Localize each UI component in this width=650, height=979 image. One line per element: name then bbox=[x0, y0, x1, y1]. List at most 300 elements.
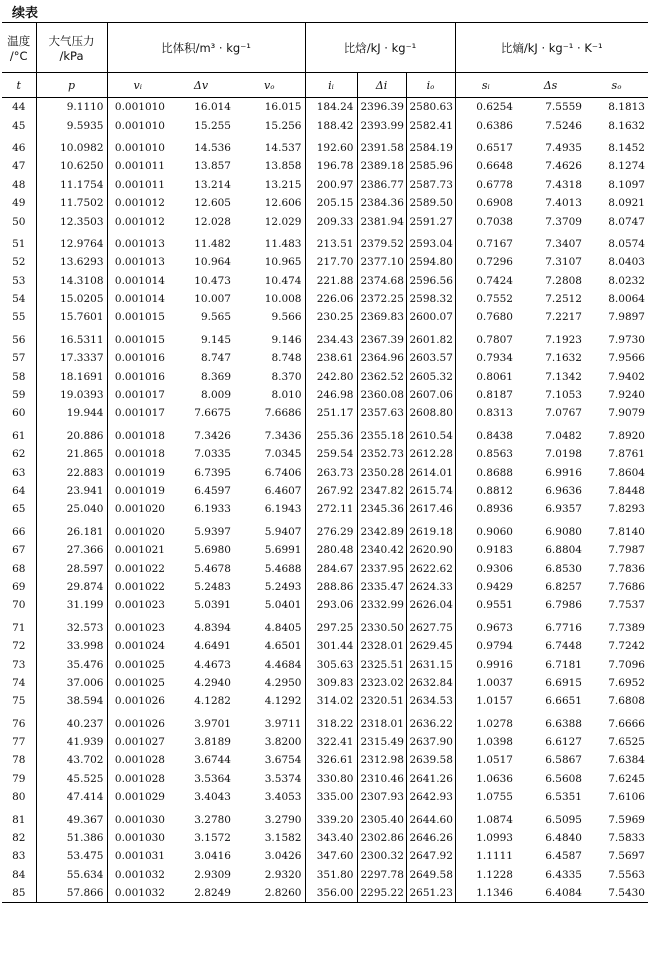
table-cell: 7.6686 bbox=[264, 407, 302, 420]
table-cell: 0.001016 bbox=[107, 367, 168, 385]
table-cell: 1.0037 bbox=[455, 674, 516, 692]
table-cell: 6.9357 bbox=[545, 503, 582, 516]
table-cell: 6.4587 bbox=[545, 850, 582, 863]
header-row-symbols bbox=[2, 73, 648, 98]
table-cell: 5.4678 bbox=[194, 562, 231, 575]
table-cell: 4.4684 bbox=[264, 658, 302, 671]
table-cell: 2620.90 bbox=[406, 541, 455, 559]
table-cell: 2369.83 bbox=[357, 308, 406, 326]
table-cell: 16.015 bbox=[264, 101, 302, 114]
table-cell: 7.2217 bbox=[545, 311, 582, 324]
table-cell: 2381.94 bbox=[357, 212, 406, 230]
table-row bbox=[2, 349, 648, 367]
table-cell: 1.0993 bbox=[455, 829, 516, 847]
table-cell: 48 bbox=[12, 178, 26, 191]
table-cell: 2391.58 bbox=[357, 135, 406, 157]
table-cell: 9.145 bbox=[200, 333, 231, 346]
table-cell: 7.7096 bbox=[608, 658, 645, 671]
table-cell: 9.5935 bbox=[36, 116, 107, 134]
table-cell: 55.634 bbox=[36, 866, 107, 884]
table-cell: 66 bbox=[12, 525, 26, 538]
table-row bbox=[2, 135, 648, 157]
table-cell: 2312.98 bbox=[357, 751, 406, 769]
table-cell: 1.1346 bbox=[455, 884, 516, 903]
table-cell: 1.0398 bbox=[455, 733, 516, 751]
symbol-header-7: iₒ bbox=[406, 73, 455, 98]
table-cell: 2627.75 bbox=[406, 615, 455, 637]
table-cell: 45 bbox=[12, 119, 26, 132]
table-cell: 272.11 bbox=[305, 500, 357, 518]
table-cell: 7.9240 bbox=[608, 389, 645, 402]
table-cell: 51.386 bbox=[36, 829, 107, 847]
table-cell: 28.597 bbox=[36, 559, 107, 577]
table-cell: 68 bbox=[12, 562, 26, 575]
table-cell: 7.5697 bbox=[608, 850, 645, 863]
table-cell: 8.0747 bbox=[608, 215, 645, 228]
table-row bbox=[2, 212, 648, 230]
table-cell: 16.014 bbox=[194, 101, 231, 114]
symbol-header-2: vᵢ bbox=[107, 73, 168, 98]
table-cell: 15.255 bbox=[194, 119, 231, 132]
table-row bbox=[2, 655, 648, 673]
table-cell: 5.0401 bbox=[264, 599, 302, 612]
table-cell: 8.1097 bbox=[608, 178, 645, 191]
table-cell: 79 bbox=[12, 772, 26, 785]
table-cell: 234.43 bbox=[305, 327, 357, 349]
table-cell: 2589.50 bbox=[406, 194, 455, 212]
table-cell: 2362.52 bbox=[357, 367, 406, 385]
table-cell: 1.0157 bbox=[455, 692, 516, 710]
table-cell: 3.5364 bbox=[194, 772, 231, 785]
table-cell: 3.6754 bbox=[264, 754, 302, 767]
table-cell: 9.566 bbox=[271, 311, 302, 324]
table-cell: 7.6808 bbox=[608, 695, 645, 708]
table-cell: 0.001032 bbox=[107, 866, 168, 884]
table-cell: 0.8688 bbox=[455, 463, 516, 481]
table-cell: 25.040 bbox=[36, 500, 107, 518]
table-cell: 49 bbox=[12, 197, 26, 210]
table-cell: 2610.54 bbox=[406, 423, 455, 445]
table-cell: 2584.19 bbox=[406, 135, 455, 157]
table-cell: 0.7680 bbox=[455, 308, 516, 326]
symbol-header-0: t bbox=[2, 73, 36, 98]
table-cell: 7.2512 bbox=[545, 293, 582, 306]
table-cell: 82 bbox=[12, 832, 26, 845]
table-cell: 2593.04 bbox=[406, 231, 455, 253]
table-cell: 2352.73 bbox=[357, 445, 406, 463]
table-cell: 6.1933 bbox=[194, 503, 231, 516]
table-cell: 200.97 bbox=[305, 176, 357, 194]
table-cell: 293.06 bbox=[305, 596, 357, 614]
table-cell: 6.4607 bbox=[264, 485, 302, 497]
table-cell: 81 bbox=[12, 813, 26, 826]
table-cell: 6.7406 bbox=[264, 466, 302, 479]
table-cell: 0.9183 bbox=[455, 541, 516, 559]
table-cell: 7.0345 bbox=[264, 448, 302, 461]
table-cell: 2.8249 bbox=[168, 884, 234, 903]
table-cell: 7.6245 bbox=[608, 772, 645, 785]
table-cell: 347.60 bbox=[305, 847, 357, 865]
table-cell: 2632.84 bbox=[406, 674, 455, 692]
table-cell: 2384.36 bbox=[357, 194, 406, 212]
table-cell: 13.858 bbox=[264, 160, 302, 173]
table-cell: 7.0767 bbox=[545, 407, 582, 420]
table-cell: 297.25 bbox=[305, 615, 357, 637]
table-cell: 2330.50 bbox=[357, 615, 406, 637]
table-cell: 2603.57 bbox=[406, 349, 455, 367]
table-cell: 80 bbox=[12, 791, 26, 804]
table-row bbox=[2, 733, 648, 751]
table-cell: 7.8293 bbox=[608, 503, 645, 516]
table-row bbox=[2, 231, 648, 253]
table-cell: 5.6980 bbox=[194, 544, 231, 557]
header-specific-volume: 比体积/m³ · kg⁻¹ bbox=[107, 23, 305, 73]
table-cell: 59 bbox=[12, 389, 26, 402]
table-row bbox=[2, 176, 648, 194]
header-entropy: 比熵/kJ · kg⁻¹ · K⁻¹ bbox=[455, 23, 648, 73]
table-cell: 0.8438 bbox=[455, 423, 516, 445]
steam-property-table bbox=[2, 22, 648, 903]
table-cell: 67 bbox=[12, 544, 26, 557]
table-cell: 31.199 bbox=[36, 596, 107, 614]
table-cell: 5.0391 bbox=[194, 599, 231, 612]
table-cell: 10.008 bbox=[264, 293, 302, 306]
table-cell: 7.7987 bbox=[608, 544, 645, 557]
table-cell: 6.9916 bbox=[545, 466, 582, 479]
table-row bbox=[2, 711, 648, 733]
table-cell: 62 bbox=[12, 448, 26, 461]
table-cell: 0.001017 bbox=[107, 404, 168, 422]
table-cell: 0.7167 bbox=[455, 231, 516, 253]
table-cell: 37.006 bbox=[36, 674, 107, 692]
table-cell: 2295.22 bbox=[357, 884, 406, 903]
table-cell: 49.367 bbox=[36, 806, 107, 828]
table-cell: 11.1754 bbox=[36, 176, 107, 194]
table-cell: 2360.08 bbox=[357, 386, 406, 404]
table-cell: 23.941 bbox=[36, 482, 107, 500]
table-cell: 2337.95 bbox=[357, 559, 406, 577]
table-cell: 7.5563 bbox=[608, 868, 645, 881]
table-cell: 2347.82 bbox=[357, 482, 406, 500]
table-cell: 2307.93 bbox=[357, 788, 406, 806]
table-cell: 0.001017 bbox=[107, 386, 168, 404]
table-cell: 0.001023 bbox=[107, 615, 168, 637]
table-cell: 14.537 bbox=[264, 141, 302, 154]
table-row bbox=[2, 559, 648, 577]
table-cell: 2345.36 bbox=[357, 500, 406, 518]
table-cell: 3.5374 bbox=[264, 772, 302, 785]
table-cell: 0.7424 bbox=[455, 272, 516, 290]
table-cell: 2.9309 bbox=[194, 868, 231, 881]
table-cell: 7.1632 bbox=[545, 352, 582, 365]
table-cell: 70 bbox=[12, 599, 26, 612]
table-cell: 57 bbox=[12, 352, 26, 365]
table-cell: 2644.60 bbox=[406, 806, 455, 828]
table-cell: 0.001011 bbox=[107, 176, 168, 194]
table-cell: 26.181 bbox=[36, 519, 107, 541]
table-cell: 196.78 bbox=[305, 157, 357, 175]
table-cell: 3.2780 bbox=[194, 813, 231, 826]
table-row bbox=[2, 404, 648, 422]
table-cell: 1.1228 bbox=[455, 866, 516, 884]
table-cell: 2596.56 bbox=[406, 272, 455, 290]
table-cell: 7.8140 bbox=[608, 525, 645, 538]
table-cell: 46 bbox=[12, 141, 26, 154]
table-cell: 2342.89 bbox=[357, 519, 406, 541]
table-cell: 5.9407 bbox=[264, 525, 302, 538]
table-cell: 3.0416 bbox=[194, 850, 231, 863]
table-cell: 2335.47 bbox=[357, 578, 406, 596]
table-cell: 7.0482 bbox=[545, 429, 582, 442]
header-row-groups bbox=[2, 23, 648, 73]
table-cell: 2325.51 bbox=[357, 655, 406, 673]
table-cell: 221.88 bbox=[305, 272, 357, 290]
table-cell: 19.0393 bbox=[36, 386, 107, 404]
table-cell: 2386.77 bbox=[357, 176, 406, 194]
table-cell: 7.7389 bbox=[608, 621, 645, 634]
table-cell: 8.0232 bbox=[608, 274, 645, 287]
table-row bbox=[2, 615, 648, 637]
table-cell: 4.6491 bbox=[194, 640, 231, 653]
table-cell: 4.2940 bbox=[194, 676, 231, 689]
table-cell: 7.6675 bbox=[194, 407, 231, 420]
table-cell: 6.4597 bbox=[194, 485, 231, 497]
table-cell: 57.866 bbox=[36, 884, 107, 903]
table-cell: 7.6952 bbox=[608, 676, 645, 689]
table-cell: 0.001030 bbox=[107, 806, 168, 828]
table-cell: 6.9080 bbox=[545, 525, 582, 538]
table-body bbox=[2, 98, 648, 903]
table-cell: 50 bbox=[12, 215, 26, 228]
table-cell: 2617.46 bbox=[406, 500, 455, 518]
table-cell: 15.7601 bbox=[36, 308, 107, 326]
table-cell: 0.6778 bbox=[455, 176, 516, 194]
table-cell: 2624.33 bbox=[406, 578, 455, 596]
table-cell: 288.86 bbox=[305, 578, 357, 596]
table-cell: 2646.26 bbox=[406, 829, 455, 847]
table-cell: 11.482 bbox=[194, 237, 231, 250]
table-cell: 0.001010 bbox=[107, 116, 168, 134]
table-cell: 7.6666 bbox=[608, 717, 645, 730]
table-cell: 2605.32 bbox=[406, 367, 455, 385]
table-cell: 41.939 bbox=[36, 733, 107, 751]
table-cell: 0.9060 bbox=[455, 519, 516, 541]
table-cell: 13.215 bbox=[264, 178, 302, 191]
table-cell: 6.4084 bbox=[516, 884, 585, 903]
table-cell: 52 bbox=[12, 256, 26, 269]
table-cell: 0.001012 bbox=[107, 212, 168, 230]
table-cell: 0.9429 bbox=[455, 578, 516, 596]
table-cell: 330.80 bbox=[305, 770, 357, 788]
table-cell: 8.0064 bbox=[608, 293, 645, 306]
table-cell: 2367.39 bbox=[357, 327, 406, 349]
table-cell: 22.883 bbox=[36, 463, 107, 481]
table-cell: 10.473 bbox=[194, 274, 231, 287]
table-cell: 230.25 bbox=[305, 308, 357, 326]
table-cell: 2396.39 bbox=[357, 98, 406, 117]
table-cell: 2642.93 bbox=[406, 788, 455, 806]
table-cell: 0.001010 bbox=[107, 135, 168, 157]
table-cell: 3.8189 bbox=[194, 736, 231, 749]
table-cell: 0.001030 bbox=[107, 829, 168, 847]
table-cell: 8.0403 bbox=[608, 256, 645, 269]
table-cell: 0.6648 bbox=[455, 157, 516, 175]
table-cell: 6.7395 bbox=[194, 466, 231, 479]
table-cell: 12.9764 bbox=[36, 231, 107, 253]
table-row bbox=[2, 308, 648, 326]
table-cell: 11.7502 bbox=[36, 194, 107, 212]
table-row bbox=[2, 445, 648, 463]
table-cell: 85 bbox=[2, 884, 36, 903]
table-cell: 4.8405 bbox=[264, 621, 302, 634]
table-cell: 83 bbox=[12, 850, 26, 863]
table-cell: 7.9730 bbox=[608, 333, 645, 346]
table-cell: 65 bbox=[12, 503, 26, 516]
table-cell: 280.48 bbox=[305, 541, 357, 559]
table-row bbox=[2, 674, 648, 692]
table-cell: 339.20 bbox=[305, 806, 357, 828]
table-cell: 8.010 bbox=[271, 389, 302, 402]
symbol-header-4: vₒ bbox=[234, 73, 305, 98]
table-cell: 17.3337 bbox=[36, 349, 107, 367]
table-cell: 7.5246 bbox=[545, 119, 582, 132]
table-cell: 2318.01 bbox=[357, 711, 406, 733]
table-cell: 2582.41 bbox=[406, 116, 455, 134]
table-cell: 9.1110 bbox=[36, 98, 107, 117]
table-cell: 10.965 bbox=[264, 256, 302, 269]
table-cell: 2634.53 bbox=[406, 692, 455, 710]
table-cell: 7.2808 bbox=[545, 274, 582, 287]
table-cell: 60 bbox=[12, 407, 26, 420]
table-cell: 238.61 bbox=[305, 349, 357, 367]
table-cell: 276.29 bbox=[305, 519, 357, 541]
table-cell: 0.6386 bbox=[455, 116, 516, 134]
table-cell: 7.4013 bbox=[545, 197, 582, 210]
table-cell: 73 bbox=[12, 658, 26, 671]
table-cell: 2340.42 bbox=[357, 541, 406, 559]
table-cell: 3.6744 bbox=[194, 754, 231, 767]
table-cell: 205.15 bbox=[305, 194, 357, 212]
table-cell: 7.6106 bbox=[608, 791, 645, 804]
table-cell: 12.028 bbox=[194, 215, 231, 228]
table-cell: 7.3426 bbox=[194, 429, 231, 442]
table-cell: 2594.80 bbox=[406, 253, 455, 271]
table-cell: 343.40 bbox=[305, 829, 357, 847]
table-cell: 356.00 bbox=[305, 884, 357, 903]
table-cell: 7.8448 bbox=[608, 485, 645, 497]
table-cell: 6.5095 bbox=[545, 813, 582, 826]
table-cell: 4.6501 bbox=[264, 640, 302, 653]
table-cell: 3.9701 bbox=[194, 717, 231, 730]
table-cell: 2350.28 bbox=[357, 463, 406, 481]
table-cell: 2328.01 bbox=[357, 637, 406, 655]
table-cell: 2619.18 bbox=[406, 519, 455, 541]
table-cell: 63 bbox=[12, 466, 26, 479]
table-cell: 0.001032 bbox=[107, 884, 168, 903]
table-cell: 0.001025 bbox=[107, 674, 168, 692]
table-cell: 8.0574 bbox=[608, 237, 645, 250]
table-cell: 7.9897 bbox=[608, 311, 645, 324]
table-cell: 10.6250 bbox=[36, 157, 107, 175]
table-cell: 0.6517 bbox=[455, 135, 516, 157]
table-cell: 6.1943 bbox=[264, 503, 302, 516]
table-cell: 2300.32 bbox=[357, 847, 406, 865]
header-pressure: 大气压力 /kPa bbox=[36, 23, 107, 73]
table-cell: 284.67 bbox=[305, 559, 357, 577]
table-cell: 0.9794 bbox=[455, 637, 516, 655]
table-cell: 2637.90 bbox=[406, 733, 455, 751]
table-cell: 6.8530 bbox=[545, 562, 582, 575]
table-cell: 2612.28 bbox=[406, 445, 455, 463]
table-cell: 0.001015 bbox=[107, 308, 168, 326]
table-cell: 44 bbox=[12, 101, 26, 114]
table-cell: 9.565 bbox=[200, 311, 231, 324]
table-cell: 2377.10 bbox=[357, 253, 406, 271]
table-cell: 0.001023 bbox=[107, 596, 168, 614]
table-cell: 19.944 bbox=[36, 404, 107, 422]
table-cell: 7.3107 bbox=[545, 256, 582, 269]
table-cell: 11.483 bbox=[264, 237, 302, 250]
table-cell: 2647.92 bbox=[406, 847, 455, 865]
table-cell: 2.9320 bbox=[264, 868, 302, 881]
table-cell: 6.9636 bbox=[545, 485, 582, 497]
table-row bbox=[2, 327, 648, 349]
table-cell: 335.00 bbox=[305, 788, 357, 806]
table-row bbox=[2, 788, 648, 806]
table-cell: 55 bbox=[12, 311, 26, 324]
table-cell: 2310.46 bbox=[357, 770, 406, 788]
table-cell: 314.02 bbox=[305, 692, 357, 710]
table-cell: 7.4318 bbox=[545, 178, 582, 191]
table-row bbox=[2, 751, 648, 769]
table-cell: 6.7181 bbox=[545, 658, 582, 671]
table-cell: 326.61 bbox=[305, 751, 357, 769]
table-cell: 75 bbox=[12, 695, 26, 708]
table-cell: 20.886 bbox=[36, 423, 107, 445]
table-cell: 56 bbox=[12, 333, 26, 346]
table-cell: 7.1342 bbox=[545, 370, 582, 383]
table-cell: 7.5833 bbox=[608, 832, 645, 845]
table-row bbox=[2, 541, 648, 559]
table-cell: 13.6293 bbox=[36, 253, 107, 271]
table-cell: 2587.73 bbox=[406, 176, 455, 194]
table-cell: 2355.18 bbox=[357, 423, 406, 445]
table-row bbox=[2, 578, 648, 596]
table-cell: 7.1923 bbox=[545, 333, 582, 346]
table-cell: 6.7448 bbox=[545, 640, 582, 653]
table-row bbox=[2, 423, 648, 445]
continued-label: 续表 bbox=[12, 6, 39, 21]
table-cell: 0.001013 bbox=[107, 231, 168, 253]
table-cell: 10.007 bbox=[194, 293, 231, 306]
table-cell: 301.44 bbox=[305, 637, 357, 655]
table-cell: 255.36 bbox=[305, 423, 357, 445]
table-cell: 0.001011 bbox=[107, 157, 168, 175]
table-cell: 2631.15 bbox=[406, 655, 455, 673]
table-cell: 3.2790 bbox=[264, 813, 302, 826]
table-cell: 0.001021 bbox=[107, 541, 168, 559]
table-cell: 0.001014 bbox=[107, 272, 168, 290]
table-cell: 267.92 bbox=[305, 482, 357, 500]
table-cell: 0.7807 bbox=[455, 327, 516, 349]
table-cell: 0.001019 bbox=[107, 463, 168, 481]
table-cell: 8.370 bbox=[271, 370, 302, 383]
table-cell: 0.001018 bbox=[107, 445, 168, 463]
table-cell: 1.0636 bbox=[455, 770, 516, 788]
table-cell: 263.73 bbox=[305, 463, 357, 481]
table-cell: 7.1053 bbox=[545, 389, 582, 402]
table-cell: 0.001031 bbox=[107, 847, 168, 865]
